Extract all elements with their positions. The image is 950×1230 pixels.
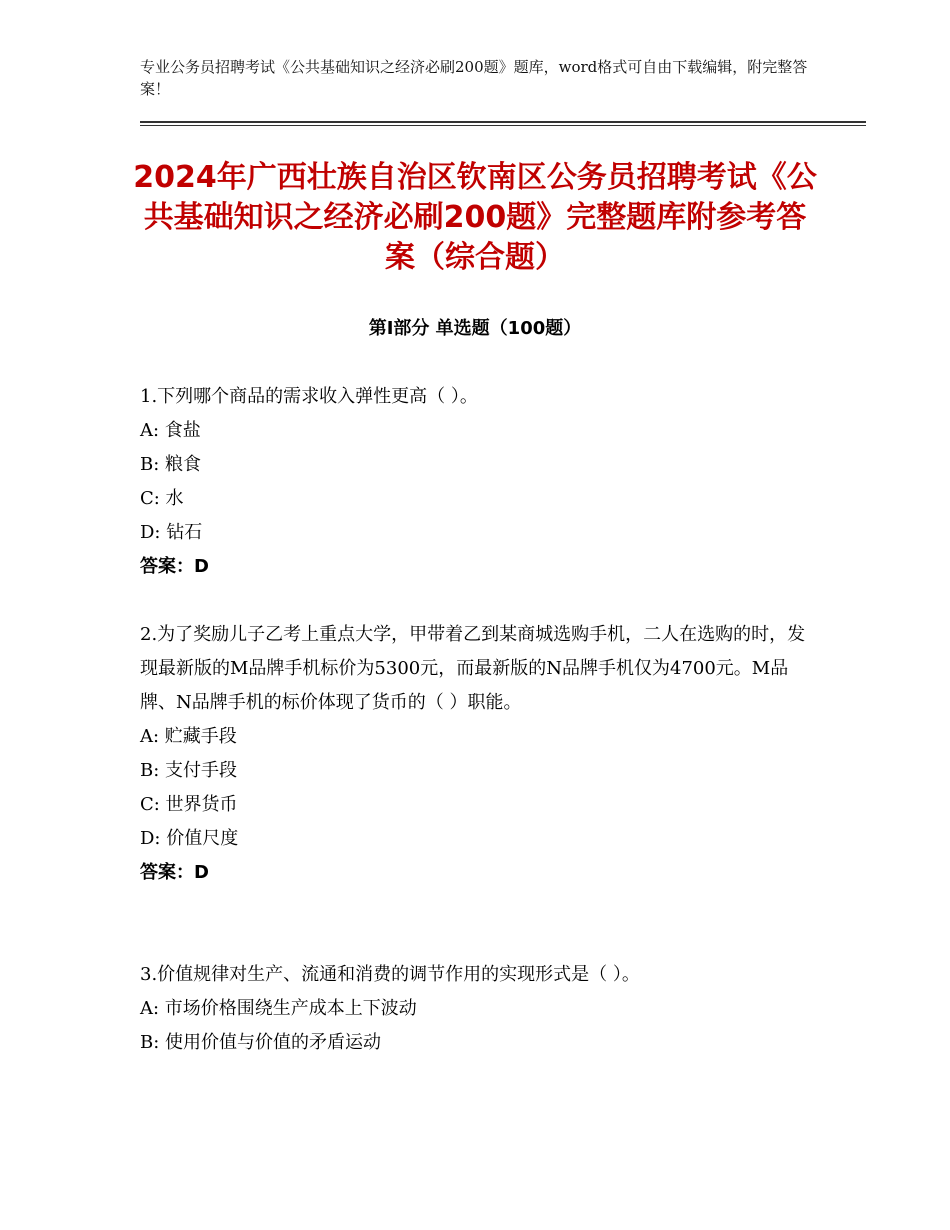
header-divider-thin [140,125,866,126]
question-stem: 2.为了奖励儿子乙考上重点大学，甲带着乙到某商城选购手机，二人在选购的时，发现最新版的M品牌手机标价为5300元，而最新版的N品牌手机仅为4700元。M品牌、N品牌手机的标价体现了货币的（ ）职能。 [140,624,806,713]
option-b: B: 支付手段 [140,760,238,781]
option-a: A: 贮藏手段 [140,726,237,747]
option-d: D: 价值尺度 [140,828,239,849]
header-note: 专业公务员招聘考试《公共基础知识之经济必刷200题》题库，word格式可自由下载编辑，附完整答案！ [140,58,808,98]
option-d: D: 钻石 [140,522,203,543]
question-stem: 3.价值规律对生产、流通和消费的调节作用的实现形式是（ ）。 [140,964,640,985]
answer-label: 答案：D [140,862,209,883]
question-3 [140,958,820,1060]
document-title: 2024年广西壮族自治区钦南区公务员招聘考试《公共基础知识之经济必刷200题》完整题库附参考答案（综合题） [133,160,817,275]
question-2 [140,618,820,890]
option-c: C: 世界货币 [140,794,238,815]
option-a: A: 市场价格围绕生产成本上下波动 [140,998,417,1019]
option-c: C: 水 [140,488,184,509]
answer-label: 答案：D [140,556,209,577]
question-1 [140,380,820,584]
option-b: B: 粮食 [140,454,202,475]
option-b: B: 使用价值与价值的矛盾运动 [140,1032,382,1053]
option-a: A: 食盐 [140,420,201,441]
section-heading: 第I部分 单选题（100题） [368,318,582,339]
question-stem: 1.下列哪个商品的需求收入弹性更高（ ）。 [140,386,478,407]
header-divider-thick [140,121,866,123]
